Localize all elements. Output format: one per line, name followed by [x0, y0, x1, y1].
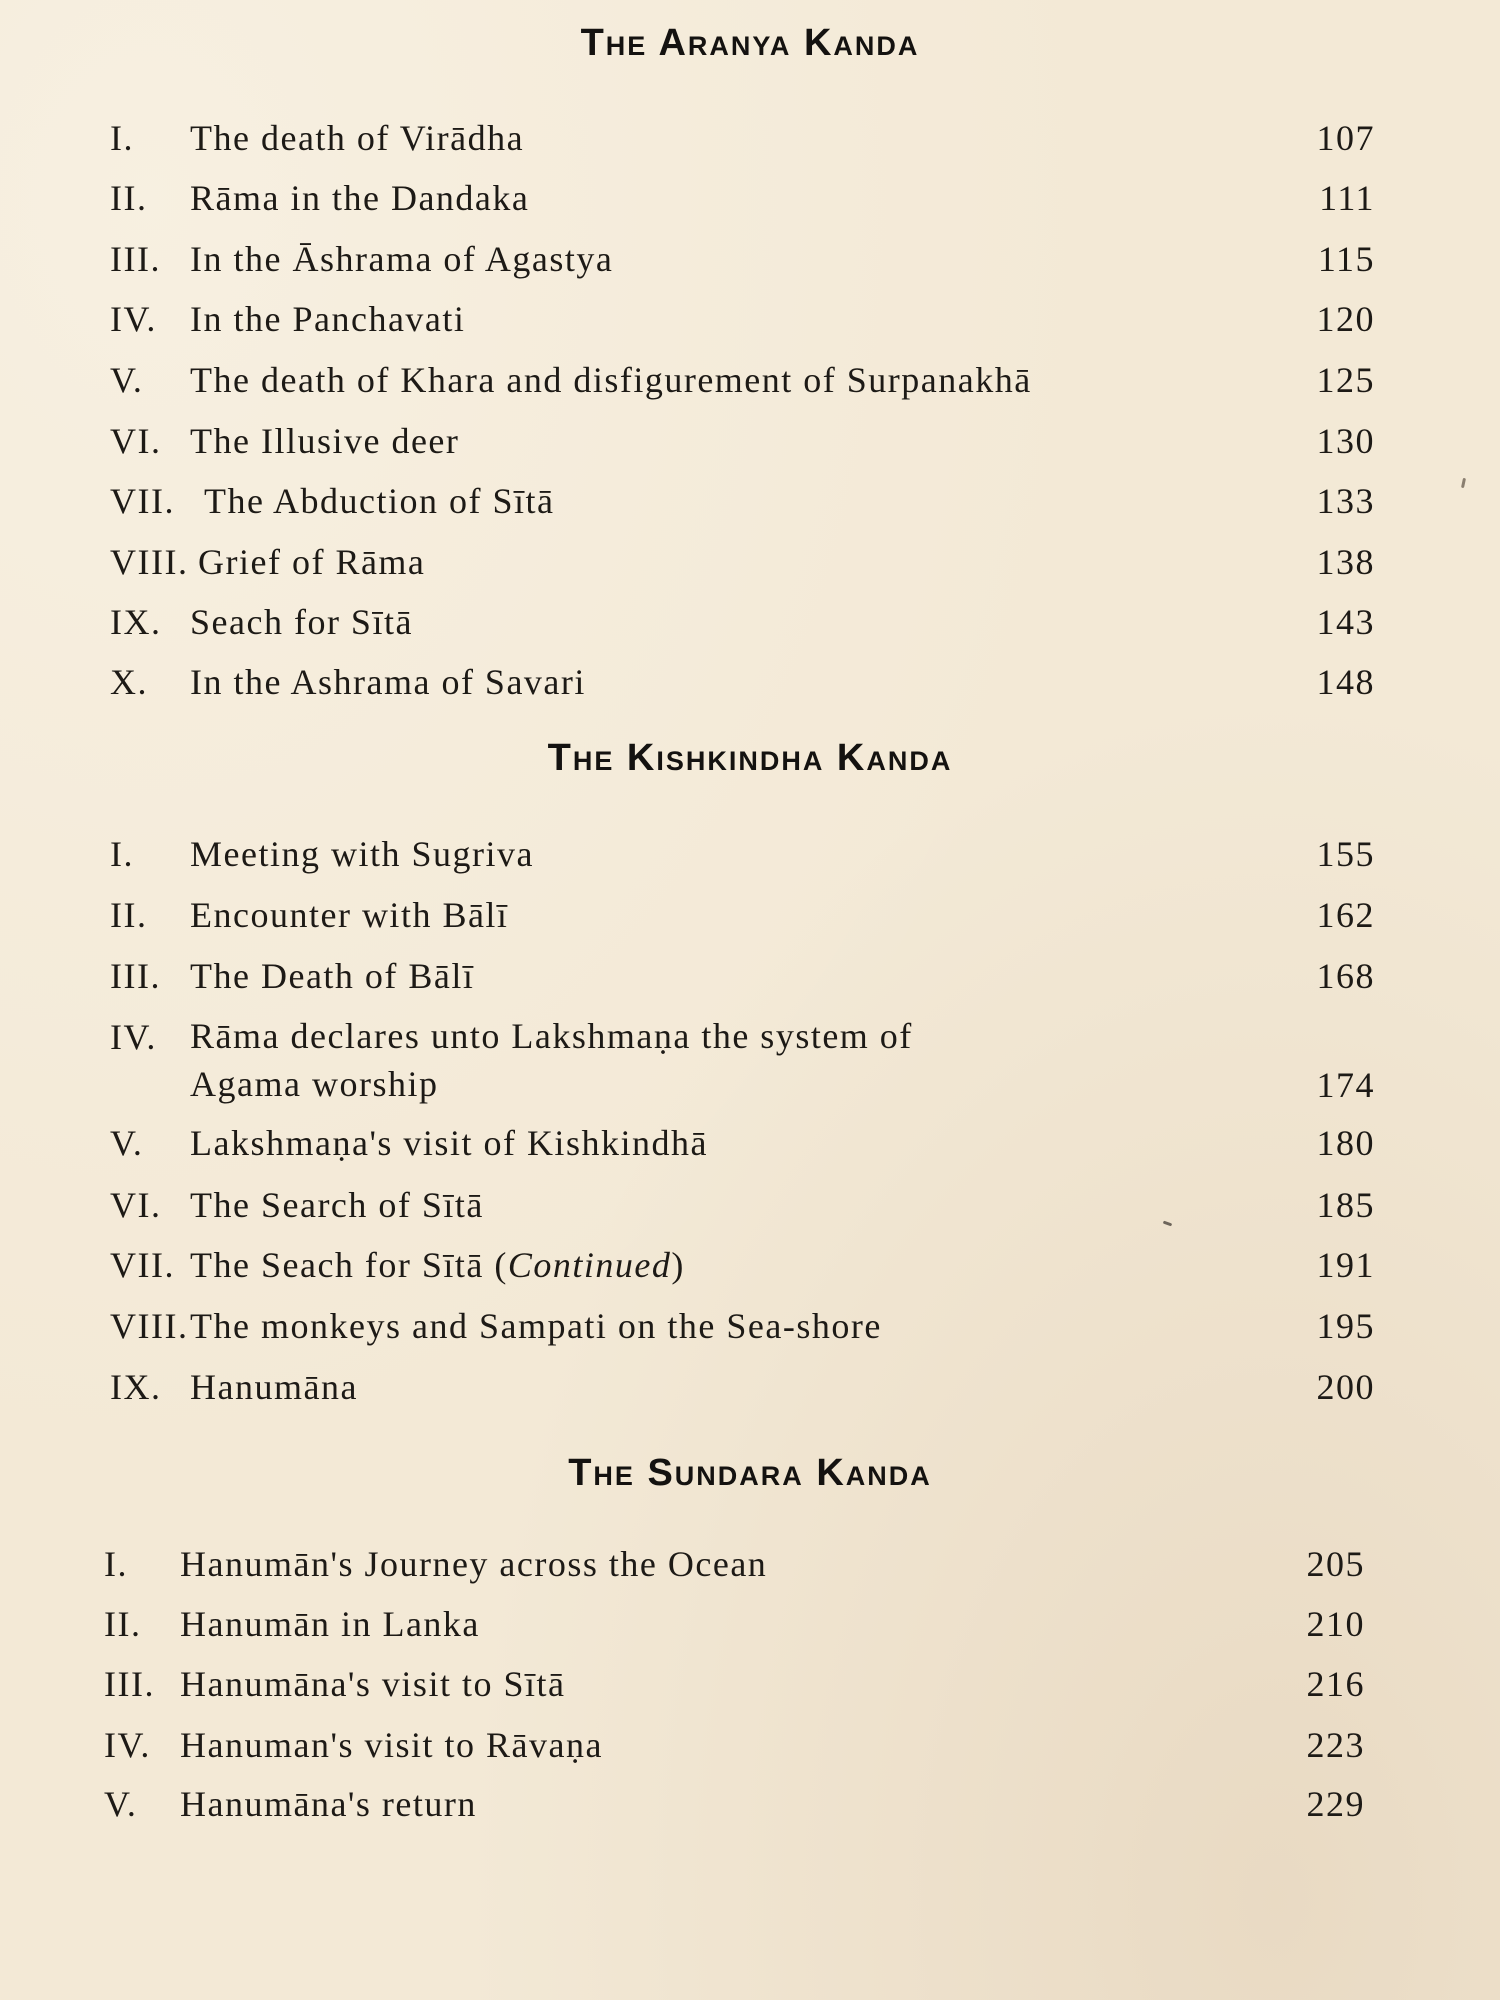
entry-number: I.: [110, 118, 134, 158]
entry-title: Hanumān in Lanka: [180, 1604, 480, 1644]
entry-page-number: 148: [1316, 662, 1375, 702]
entry-page-number: 162: [1316, 895, 1375, 935]
toc-entry[interactable]: [0, 1301, 1500, 1351]
toc-entry[interactable]: [0, 1118, 1500, 1168]
entry-title: The death of Virādha: [190, 118, 525, 158]
entry-page-number: 216: [1306, 1664, 1365, 1704]
section-heading-kishkindha-kanda: The Kishkindha Kanda: [547, 737, 953, 779]
entry-page-number: 143: [1316, 602, 1375, 642]
entry-title: Hanuman's visit to Rāvaṇa: [180, 1725, 603, 1765]
entry-title: Grief of Rāma: [198, 542, 426, 582]
toc-entry[interactable]: [0, 1599, 1500, 1649]
entry-number: VIII.: [110, 1306, 189, 1346]
entry-number: VII.: [110, 1245, 175, 1285]
entry-title-multiline: [190, 1012, 913, 1108]
toc-entry[interactable]: [0, 951, 1500, 1001]
entry-number: VI.: [110, 421, 162, 461]
entry-title: Lakshmaṇa's visit of Kishkindhā: [190, 1123, 708, 1163]
entry-number: VI.: [110, 1185, 162, 1225]
entry-title: Meeting with Sugriva: [190, 834, 534, 874]
entry-title: In the Panchavati: [190, 299, 466, 339]
toc-entry[interactable]: [0, 416, 1500, 466]
entry-number: IX.: [110, 1367, 162, 1407]
entry-title: The Seach for Sītā: [190, 1245, 484, 1285]
entry-title: The Abduction of Sītā: [204, 481, 555, 521]
entry-title: Hanumāna: [190, 1367, 358, 1407]
entry-page-number: 111: [1319, 178, 1375, 218]
entry-number: III.: [110, 956, 161, 996]
toc-entry[interactable]: [0, 355, 1500, 405]
entry-page-number: 155: [1316, 834, 1375, 874]
entry-number: V.: [110, 360, 144, 400]
toc-entry[interactable]: [0, 1180, 1500, 1230]
entry-number: IV.: [110, 1017, 157, 1057]
entry-title-note: Continued: [507, 1245, 672, 1285]
toc-entry[interactable]: [0, 1240, 1500, 1290]
entry-title: The death of Khara and disfigurement of Surpanakhā: [190, 360, 1032, 400]
section-heading-sundara-kanda: The Sundara Kanda: [568, 1452, 932, 1494]
entry-title: Hanumāna's return: [180, 1784, 477, 1824]
entry-number: IX.: [110, 602, 162, 642]
entry-number: VII.: [110, 481, 175, 521]
toc-entry[interactable]: [0, 537, 1500, 587]
entry-page-number: 174: [1316, 1065, 1375, 1105]
entry-page-number: 133: [1316, 481, 1375, 521]
entry-title: Encounter with Bālī: [190, 895, 509, 935]
entry-number: I.: [110, 834, 134, 874]
toc-entry[interactable]: [0, 1720, 1500, 1770]
entry-number: II.: [104, 1604, 142, 1644]
section-heading-aranya-kanda: The Aranya Kanda: [580, 22, 920, 64]
entry-number: V.: [110, 1123, 144, 1163]
entry-page-number: 200: [1316, 1367, 1375, 1407]
entry-page-number: 130: [1316, 421, 1375, 461]
toc-entry[interactable]: [0, 476, 1500, 526]
entry-number: VIII.: [110, 542, 189, 582]
entry-title-line-1: Rāma declares unto Lakshmaṇa the system of: [190, 1016, 913, 1056]
entry-number: X.: [110, 662, 148, 702]
toc-entry[interactable]: [0, 829, 1500, 879]
entry-page-number: 191: [1316, 1245, 1375, 1285]
toc-entry[interactable]: [0, 1012, 1500, 1112]
entry-page-number: 125: [1316, 360, 1375, 400]
toc-entry[interactable]: [0, 1362, 1500, 1412]
entry-page-number: 120: [1316, 299, 1375, 339]
entry-number: II.: [110, 178, 148, 218]
entry-page-number: 180: [1316, 1123, 1375, 1163]
entry-number: III.: [110, 239, 161, 279]
entry-page-number: 195: [1316, 1306, 1375, 1346]
toc-entry[interactable]: [0, 234, 1500, 284]
entry-number: V.: [104, 1784, 138, 1824]
entry-number: IV.: [104, 1725, 151, 1765]
entry-title: The Search of Sītā: [190, 1185, 484, 1225]
entry-number: IV.: [110, 299, 157, 339]
entry-page-number: 185: [1316, 1185, 1375, 1225]
entry-page-number: 107: [1316, 118, 1375, 158]
entry-page-number: 168: [1316, 956, 1375, 996]
entry-page-number: 210: [1306, 1604, 1365, 1644]
toc-entry[interactable]: [0, 657, 1500, 707]
toc-entry[interactable]: [0, 1539, 1500, 1589]
entry-page-number: 115: [1317, 239, 1375, 279]
entry-title: In the Āshrama of Agastya: [190, 239, 614, 279]
entry-title-with-note: The Seach for Sītā (Continued): [190, 1245, 685, 1285]
entry-number: III.: [104, 1664, 155, 1704]
entry-page-number: 138: [1316, 542, 1375, 582]
toc-entry[interactable]: [0, 113, 1500, 163]
entry-page-number: 223: [1306, 1725, 1365, 1765]
entry-title: The Illusive deer: [190, 421, 460, 461]
entry-title: Hanumān's Journey across the Ocean: [180, 1544, 768, 1584]
entry-title: Seach for Sītā: [190, 602, 413, 642]
entry-title: Rāma in the Dandaka: [190, 178, 530, 218]
toc-entry[interactable]: [0, 890, 1500, 940]
entry-title: The Death of Bālī: [190, 956, 475, 996]
toc-entry[interactable]: [0, 1659, 1500, 1709]
entry-title-line-2: Agama worship: [190, 1064, 439, 1104]
entry-number: II.: [110, 895, 148, 935]
entry-number: I.: [104, 1544, 128, 1584]
toc-entry[interactable]: [0, 173, 1500, 223]
entry-title: In the Ashrama of Savari: [190, 662, 586, 702]
entry-page-number: 205: [1306, 1544, 1365, 1584]
entry-title: Hanumāna's visit to Sītā: [180, 1664, 566, 1704]
toc-entry[interactable]: [0, 1779, 1500, 1829]
toc-entry[interactable]: [0, 294, 1500, 344]
entry-page-number: 229: [1306, 1784, 1365, 1824]
entry-title: The monkeys and Sampati on the Sea-shore: [190, 1306, 882, 1346]
toc-entry[interactable]: [0, 597, 1500, 647]
